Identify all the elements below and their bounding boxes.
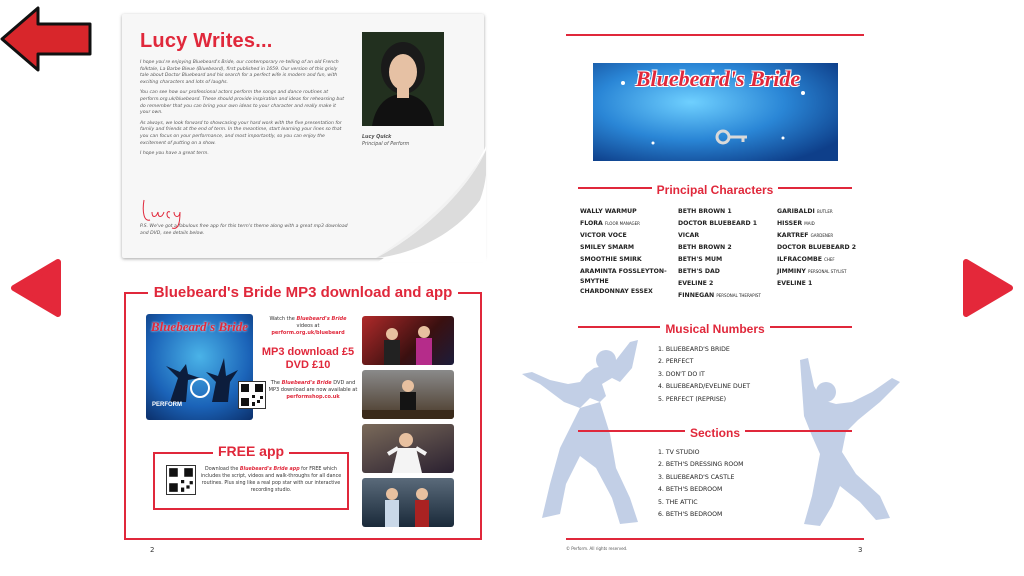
avail-text-1: The <box>270 380 280 386</box>
cast-name: ARAMINTA FOSSLEYTON-SMYTHE <box>580 268 667 285</box>
free-app-name: Bluebeard's Bride app <box>239 467 300 472</box>
principal-heading <box>578 179 852 198</box>
letter-ps: P.S. We've got a fabulous free app for this term's theme along with a great mp3 download and DVD, see details below. <box>140 224 348 236</box>
video-thumbnail[interactable] <box>362 478 454 527</box>
cast-role: MAID <box>804 221 815 226</box>
show-banner-image <box>593 63 838 161</box>
letter-paragraph: I hope you're enjoying Bluebeard's Bride, our contemporary re-telling of an old French folktale, La Barbe Bleue (Bluebeard), first published in 1659. Our version of this grisly tale about Doctor Bluebeard and his search for a perfect wife is modern and fun, with exciting characters and lots of laughs. <box>140 60 339 85</box>
list-item: 5. THE ATTIC <box>658 498 698 506</box>
price-text <box>258 346 358 372</box>
cast-name <box>777 206 867 218</box>
cast-name <box>580 218 675 230</box>
avail-text-2: DVD and MP3 download are now available at <box>268 380 358 393</box>
cast-role: FLOOR MANAGER <box>604 221 640 226</box>
watch-text <box>258 316 358 337</box>
cover-title: Bluebeard's Bride <box>150 319 249 334</box>
cast-name-text: ILFRACOMBE <box>777 256 822 263</box>
cast-column-2 <box>678 206 778 302</box>
page-curl <box>366 146 486 262</box>
cast-role: GARDENER <box>810 233 834 238</box>
qr-code-icon <box>238 381 266 409</box>
avail-show: Bluebeard's Bride <box>281 380 332 386</box>
availability-text <box>268 380 358 401</box>
cast-name: EVELINE 2 <box>678 280 714 287</box>
back-arrow-icon[interactable] <box>0 4 92 74</box>
cast-name: SMILEY SMARM <box>580 244 635 251</box>
cast-name: EVELINE 1 <box>777 280 813 287</box>
mp3-price: MP3 download £5 <box>261 346 355 358</box>
cast-name: CHARDONNAY ESSEX <box>580 288 653 295</box>
watch-text-1: Watch the <box>269 316 295 322</box>
cast-column-1 <box>580 206 675 298</box>
cast-name <box>777 266 867 278</box>
list-item: 6. BETH'S BEDROOM <box>658 511 723 519</box>
list-item: 4. BLUEBEARD/EVELINE DUET <box>658 383 751 391</box>
cast-name <box>777 254 867 266</box>
cast-name: BETH BROWN 2 <box>678 244 732 251</box>
list-item: 1. BLUEBEARD'S BRIDE <box>658 346 730 353</box>
cast-name: DOCTOR BLUEBEARD 1 <box>678 220 758 227</box>
musical-numbers-list <box>658 344 750 406</box>
musical-heading-text: Musical Numbers <box>660 322 769 336</box>
watch-text-2: videos at <box>296 323 320 329</box>
letter-card <box>122 14 484 258</box>
cast-column-3 <box>777 206 867 290</box>
cast-role: PERSONAL STYLIST <box>808 269 847 274</box>
previous-page-icon[interactable] <box>10 258 62 318</box>
list-item: 3. DON'T DO IT <box>658 370 705 378</box>
list-item: 2. BETH'S DRESSING ROOM <box>658 461 744 469</box>
cast-name: SMOOTHIE SMIRK <box>580 256 642 263</box>
shop-url-link[interactable]: performshop.co.uk <box>286 394 340 400</box>
cast-name <box>678 290 778 302</box>
next-page-icon[interactable] <box>962 258 1014 318</box>
dancer-silhouette-icon <box>760 356 906 532</box>
list-item: 2. PERFECT <box>658 358 694 366</box>
list-item: 5. PERFECT (REPRISE) <box>658 395 727 403</box>
list-item: 3. BLUEBEARD'S CASTLE <box>658 473 735 481</box>
letter-paragraph: I hope you have a great term. <box>140 151 209 157</box>
cast-name <box>777 230 867 242</box>
sections-heading <box>578 422 852 441</box>
caption-role: Principal of Perform <box>362 142 410 147</box>
cover-brand: PERFORM <box>152 402 182 408</box>
free-text-2: for FREE which includes the script, videos and walk-throughs for all dance routines. Plus sing like a real pop star with our interactive recording studio. <box>200 467 342 493</box>
cast-name-text: JIMMINY <box>777 268 806 275</box>
free-text-1: Download the <box>205 467 239 472</box>
principal-photo <box>362 32 444 126</box>
principal-heading-text: Principal Characters <box>652 183 779 197</box>
cast-name-text: KARTREF <box>777 232 809 239</box>
letter-paragraph: You can see how our professional actors perform the songs and dance routines at perform.org.uk/bluebeard. These should provide inspiration and ideas for rehearsing but do remember that you can bring your own ideas to your character and really make it your own. <box>140 90 345 116</box>
cd-cover-image <box>146 314 253 420</box>
letter-title: Lucy Writes... <box>140 30 273 52</box>
cast-name: BETH'S DAD <box>678 268 720 275</box>
caption-name: Lucy Quick <box>362 135 392 140</box>
page-number-left: 2 <box>150 546 155 554</box>
cast-name: VICTOR VOCE <box>580 232 627 239</box>
sections-heading-text: Sections <box>685 426 745 440</box>
cast-role: CHEF <box>824 257 835 262</box>
dancers-silhouette-icon <box>156 348 244 404</box>
top-rule <box>566 34 864 36</box>
free-app-title-text: FREE app <box>213 443 289 459</box>
cast-name: WALLY WARMUP <box>580 208 637 215</box>
cast-role: BUTLER <box>816 209 833 214</box>
watch-url-link[interactable]: perform.org.uk/bluebeard <box>271 330 345 336</box>
list-item: 4. BETH'S BEDROOM <box>658 486 723 494</box>
banner-title: Bluebeard's Bride <box>635 66 801 91</box>
letter-paragraph: As always, we look forward to showcasing your hard work with the five presentation for family and friends at the end of term. In the meantime, start learning your lines so that you can focus on your performance, and most importantly, so you can enjoy the excitement of putting on a show. <box>140 120 342 146</box>
bottom-rule <box>566 538 864 540</box>
dvd-price: DVD £10 <box>285 359 331 371</box>
cast-name <box>777 218 867 230</box>
cast-name-text: FINNEGAN <box>678 292 715 299</box>
video-thumbnail[interactable] <box>362 316 454 365</box>
cast-name-text: GARIBALDI <box>777 208 815 215</box>
cast-name-text: FLORA <box>580 220 603 227</box>
cast-name-text: HISSER <box>777 220 803 227</box>
free-app-title <box>153 441 349 460</box>
video-thumbnail[interactable] <box>362 424 454 473</box>
cast-role: PERSONAL THERAPIST <box>716 293 761 298</box>
cast-name: BETH'S MUM <box>678 256 723 263</box>
free-app-text <box>200 466 342 494</box>
qr-code-icon <box>166 465 196 495</box>
cast-name: BETH BROWN 1 <box>678 208 732 215</box>
list-item: 1. TV STUDIO <box>658 449 700 456</box>
musical-heading <box>578 318 852 337</box>
video-thumbnail[interactable] <box>362 370 454 419</box>
watch-show: Bluebeard's Bride <box>296 316 347 322</box>
cast-name: VICAR <box>678 232 700 239</box>
download-title <box>124 282 482 301</box>
letter-body <box>140 60 346 162</box>
page-number-right: 3 <box>858 546 863 554</box>
sections-list <box>658 447 743 521</box>
cast-name: DOCTOR BLUEBEARD 2 <box>777 244 857 251</box>
download-title-text: Bluebeard's Bride MP3 download and app <box>148 284 459 301</box>
copyright-text: © Perform. All rights reserved. <box>566 546 628 551</box>
